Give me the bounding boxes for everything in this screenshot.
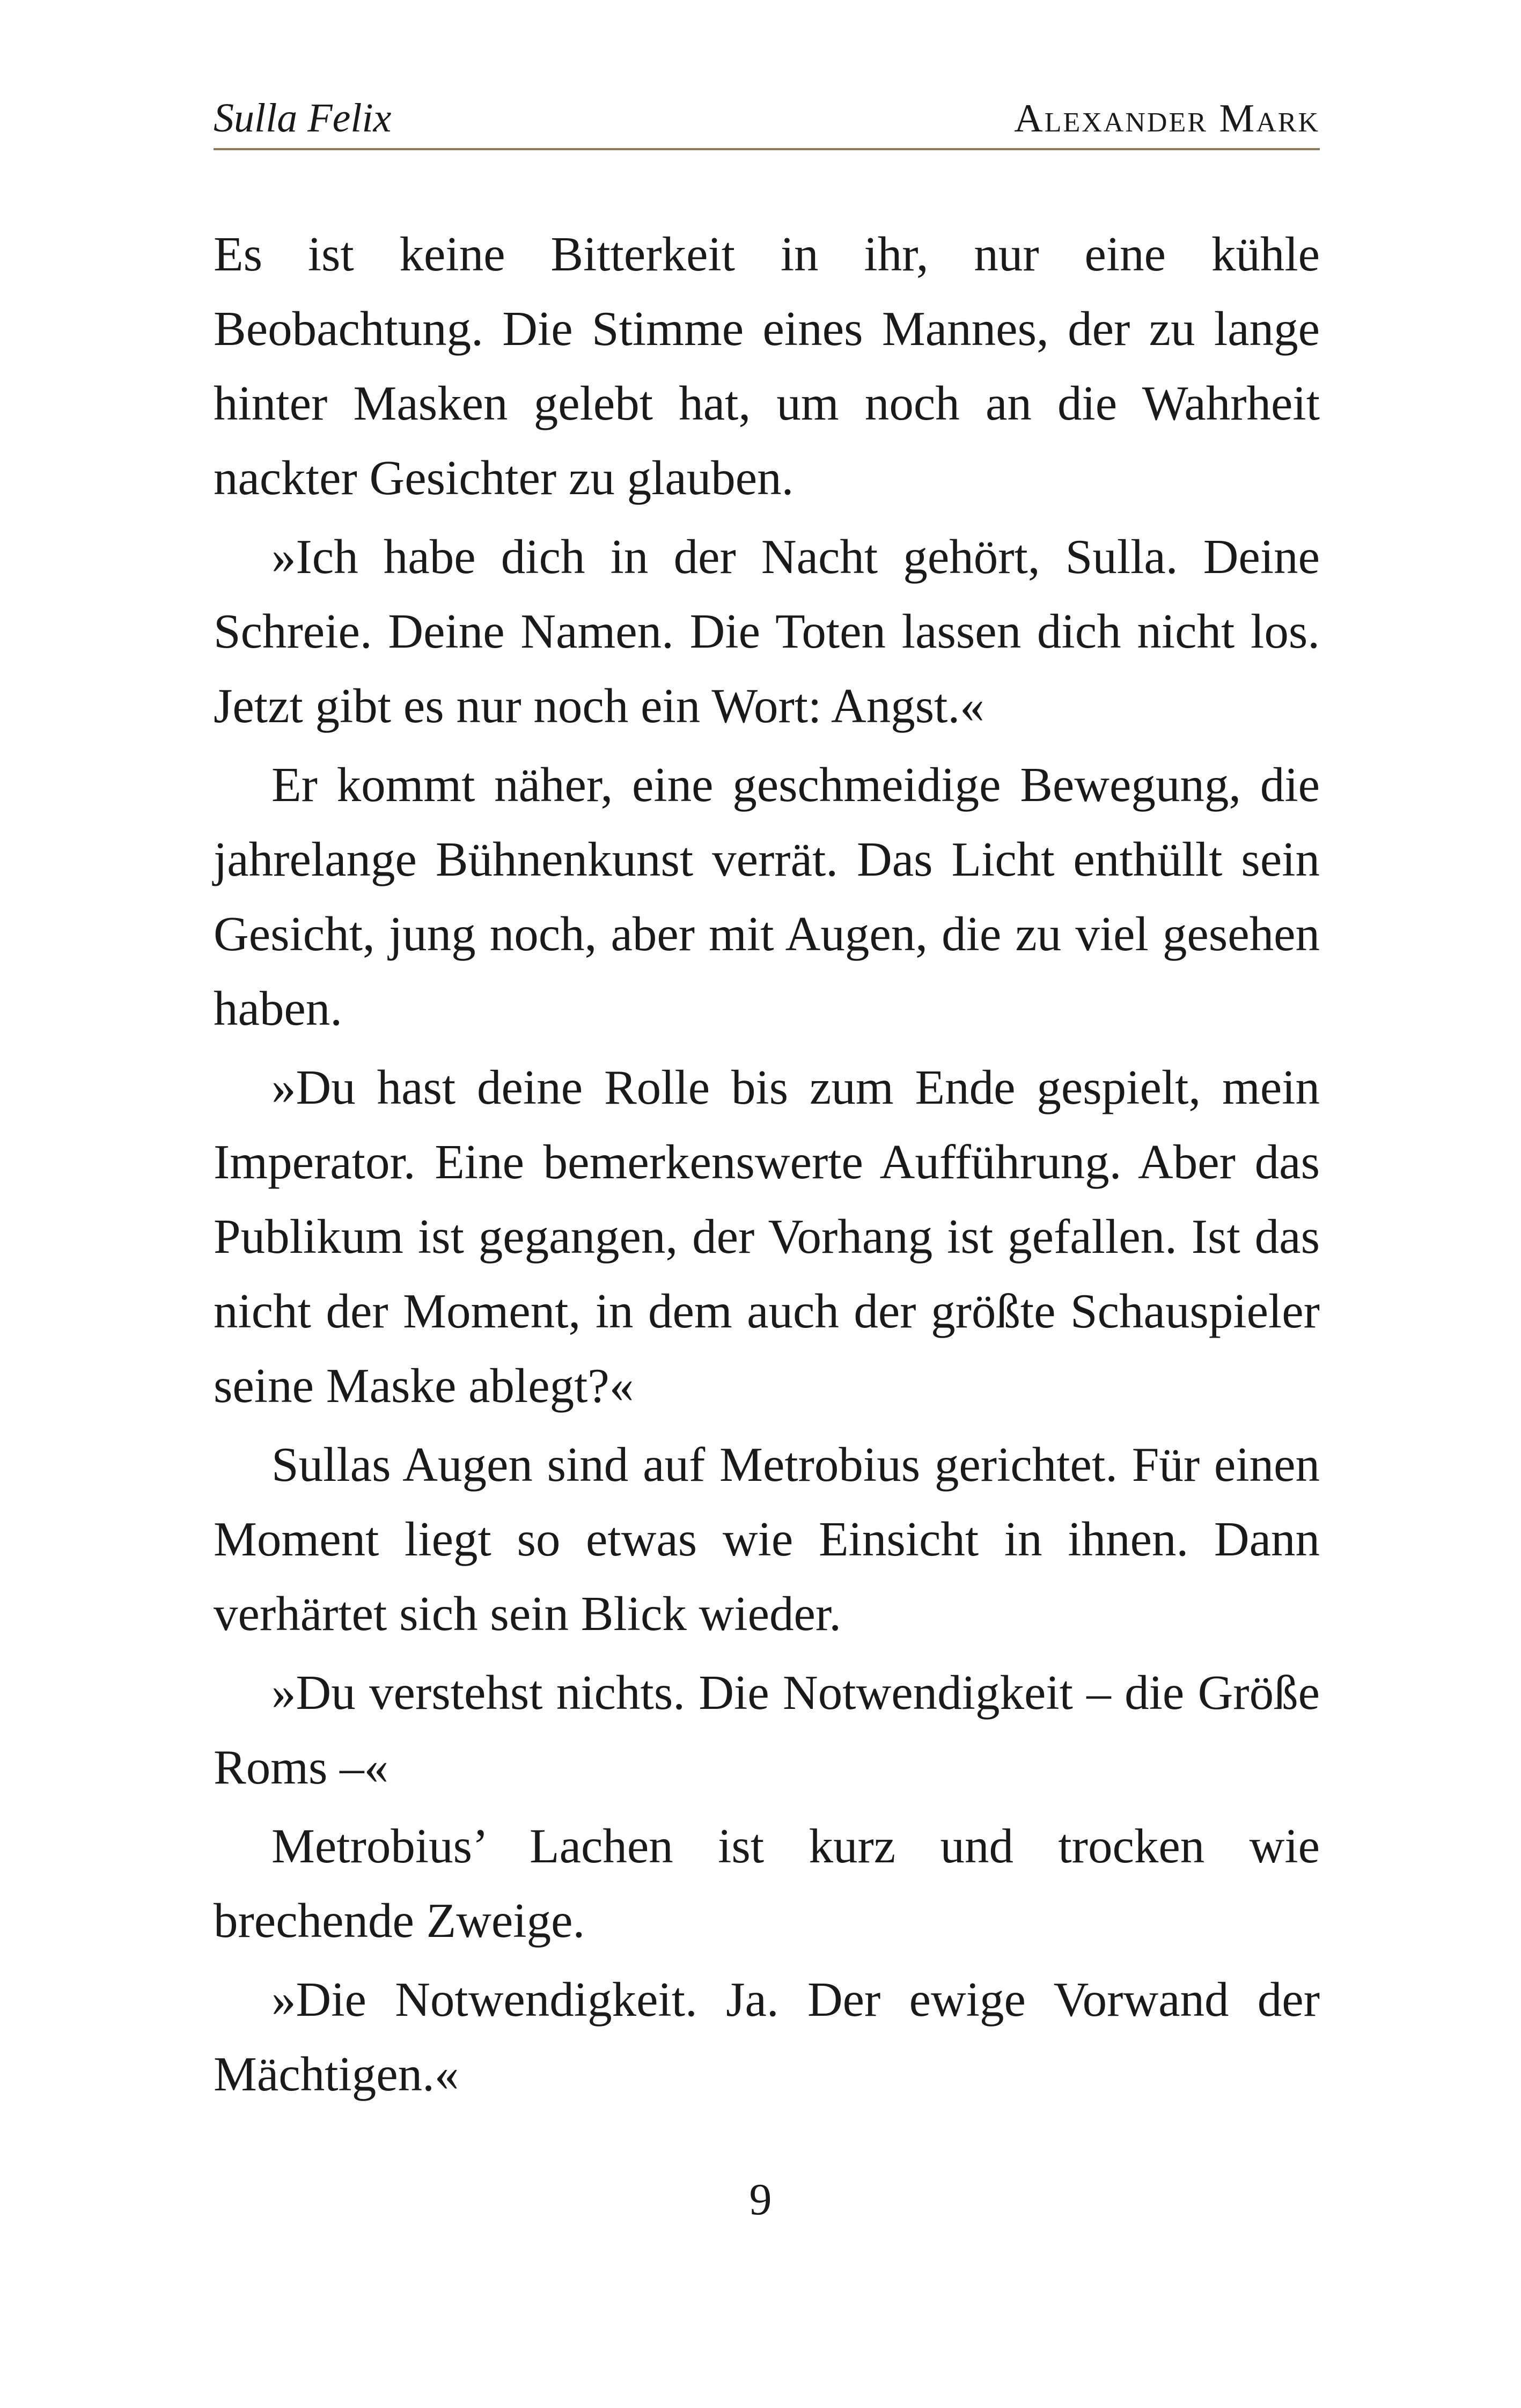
paragraph: Metrobius’ Lachen ist kurz und trocken wie brechende Zweige. — [214, 1819, 1320, 1948]
paragraph: Es ist keine Bitterkeit in ihr, nur eine kühle Beobachtung. Die Stimme eines Mannes, der zu lange hinter Masken gelebt hat, um noch an die Wahrheit nackter Gesichter zu glauben. — [214, 227, 1320, 505]
page-number: 9 — [749, 2175, 772, 2225]
header-author: Alexander Mark — [1014, 97, 1320, 141]
paragraph: »Du hast deine Rolle bis zum Ende gespielt, mein Imperator. Eine bemerkenswerte Aufführung. Aber das Publikum ist gegangen, der Vorhang ist gefallen. Ist das nicht der Moment, in dem auch der größte Schauspieler seine Maske ablegt?« — [214, 1060, 1320, 1413]
running-header — [214, 90, 1320, 150]
paragraph: »Die Notwendigkeit. Ja. Der ewige Vorwand der Mächtigen.« — [214, 1972, 1320, 2101]
paragraph: Er kommt näher, eine geschmeidige Bewegung, die jahrelange Bühnenkunst verrät. Das Licht enthüllt sein Gesicht, jung noch, aber mit Augen, die zu viel gesehen haben. — [214, 758, 1320, 1036]
paragraph: »Ich habe dich in der Nacht gehört, Sulla. Deine Schreie. Deine Namen. Die Toten lassen dich nicht los. Jetzt gibt es nur noch ein Wort: Angst.« — [214, 530, 1320, 733]
header-book-title: Sulla Felix — [214, 96, 392, 141]
paragraph: Sullas Augen sind auf Metrobius gerichtet. Für einen Moment liegt so etwas wie Einsicht in ihnen. Dann verhärtet sich sein Blick wieder. — [214, 1437, 1320, 1641]
paragraph: »Du verstehst nichts. Die Notwendigkeit – die Größe Roms –« — [214, 1665, 1320, 1794]
body-text — [214, 217, 1320, 2116]
